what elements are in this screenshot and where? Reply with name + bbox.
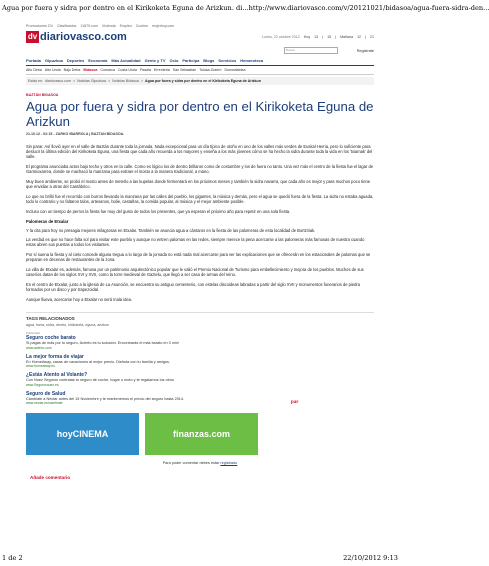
toplink-item[interactable]: Clasificados <box>56 23 77 28</box>
weather-item: | <box>365 35 366 39</box>
ads-label: Publicidad <box>26 331 40 336</box>
print-header <box>2 2 489 14</box>
nav-item[interactable]: Servicios <box>218 58 237 63</box>
article-paragraph: La villa de Etxalar es, además, famosa por un patrimonio arquitectónico popular que le valió el Premio Nacional de Turismo para embellecimiento y mejora de los pueblos. Muchos de sus caseríos datan de los siglos XVI y XVII, como la torre medieval de Gaztelu, que llegó a ser casa de armas del reino. <box>26 267 364 278</box>
breadcrumb-sep: > <box>72 79 76 83</box>
weather-item: 21 <box>370 35 374 39</box>
add-comment-heading[interactable]: Añade comentario <box>30 475 71 481</box>
weather-widget <box>262 35 374 39</box>
nav-item[interactable]: Economía <box>88 58 108 63</box>
top-links <box>26 22 374 29</box>
subnav-item[interactable]: Pasaia <box>139 68 151 72</box>
weather-item: | <box>322 35 324 39</box>
toplink-item[interactable]: mujerhoy.com <box>151 23 175 28</box>
brand-bar <box>26 30 374 44</box>
ad-url[interactable]: www.Segurosnuez.es <box>26 382 59 387</box>
weather-item: Hoy <box>303 35 311 39</box>
comment-note <box>26 461 374 465</box>
subnav-item[interactable]: Costa Urola <box>117 68 137 72</box>
article-paragraph: Y la cita para hoy no presagia mejores milagrosas en Etxalar. También se anuncia agua a cántaros en la fiesta de las palomeras de esta localidad de Bortziriak. <box>26 227 316 233</box>
article-subhead: Palomeras de Etxalar <box>26 218 69 224</box>
secondary-nav <box>26 66 374 75</box>
nav-item[interactable]: Blogs <box>203 58 215 63</box>
toplink-item[interactable]: Promociones DV <box>26 23 53 28</box>
article-paragraph: Aunque llueva, acercarse hoy a Etxalar no será mala idea. <box>26 296 133 302</box>
nav-item[interactable]: Ocio <box>169 58 179 63</box>
article-paragraph: Sin parar. Así llovió ayer en el valle de Baztán durante toda la jornada. Nada excepcional para un día típico de otoño en uno de los valles más verdes de Euskal Herria, pero lo suficiente para deslucir la última edición del Kirikoketa Eguna, una fiesta que cada año recuerda a los mayores y enseña a los más jóvenes cómo se ha hecho la sidra durante toda la vida en los 'txiamak' del valle. <box>26 144 373 160</box>
page-info: 1 de 2 <box>2 554 23 562</box>
article-paragraph: Incluso con un tiempo de perros la fiesta fue muy del gusto de todos los presentes, que ya esperan el próximo año para repetir en una sola fiesta. <box>26 208 291 214</box>
nav-item[interactable]: Gente y TV <box>144 58 166 63</box>
weather-item: 13 <box>314 35 319 39</box>
hoycinema-banner[interactable]: hoyCINEMA <box>26 413 139 455</box>
site-logo[interactable] <box>26 31 127 43</box>
subnav-item[interactable]: Comarca <box>100 68 115 72</box>
nav-item[interactable]: Hemeroteca <box>240 58 264 63</box>
register-comment-link[interactable]: registrado <box>220 461 238 466</box>
comment-note-text: Para poder comentar debes estar <box>162 461 220 466</box>
subnav-item[interactable]: Alto Urola <box>44 68 61 72</box>
primary-nav <box>26 56 374 66</box>
weather-item: Mañana <box>340 35 354 39</box>
search-row <box>26 46 374 55</box>
ad-item[interactable] <box>26 372 374 387</box>
ad-item[interactable] <box>26 391 374 406</box>
subnav-item[interactable]: Errenteria <box>153 68 170 72</box>
article-paragraph: En el centro de Etxalar, junto a la iglesia de La Asunción, se encuentra su antiguo cementerio, con estelas discoideas labradas a partir del siglo XVII y monumentos funerarios de piedra formados por un disco y por trapezoidal. <box>26 281 361 293</box>
current-date: Lunes, 22 octubre 2012 <box>262 35 300 39</box>
section-label[interactable]: BAZTÁN BIDASOA <box>26 93 59 97</box>
nav-item[interactable]: Más Actualidad <box>111 58 141 63</box>
article-byline: 21.10.12 - 02:15 - ZARKO IBARROLA | BAZTAN BIDASOA. <box>26 132 125 136</box>
logo-text: diariovasco.com <box>40 31 127 43</box>
tags-list[interactable]: agua, fuera, sidra, dentro, kirikoketa, eguna, arizkun <box>26 323 109 328</box>
subnav-item[interactable]: Tolosa-Goierri <box>199 68 222 72</box>
breadcrumb-item[interactable]: Noticias Gipuzkoa <box>77 79 107 83</box>
nav-item[interactable]: Portada <box>26 58 41 63</box>
tags-title: TAGS RELACIONADOS <box>26 312 374 321</box>
nav-item[interactable]: Participa <box>182 58 200 63</box>
ad-item[interactable] <box>26 335 374 350</box>
search-input[interactable]: Buscar <box>284 47 338 54</box>
nav-item[interactable]: Deportes <box>66 58 85 63</box>
ad-description: Cámbiate a Néctar antes del 15 Noviembre y te mantenemos el precio del seguro hasta 2014. <box>26 396 185 401</box>
print-datetime: 22/10/2012 9:13 <box>343 554 398 562</box>
ad-description: Si pagas de más por tu seguro, Acierto es tu solución. Encontrarás el más barato en 3 min! <box>26 341 180 346</box>
print-footer <box>2 552 398 564</box>
breadcrumb-item[interactable]: diariovasco.com <box>44 79 71 83</box>
toplink-item[interactable]: Empleo <box>119 23 132 28</box>
article-body <box>26 144 374 302</box>
breadcrumb-sep: > <box>140 79 144 83</box>
toplink-item[interactable]: Vivienda <box>101 23 116 28</box>
breadcrumb <box>26 77 374 85</box>
finanzas-banner[interactable]: finanzas.com <box>145 413 258 455</box>
ad-description: Con Nuez Seguros contratas tu seguro de coche, hogar o moto y te regalamos los otros <box>26 378 174 383</box>
subnav-item-active[interactable]: Bidasoa <box>83 68 98 72</box>
article-paragraph: Muy buen ambiente, se probó el mosto antes de meterlo a las kupelas donde fermentará en los próximos meses y también la sidra navarra, que cada año es mejor y para muchos poco tiene que envidiar a otras del Cantábrico. <box>26 179 371 190</box>
subnav-item[interactable]: Bajo Deba <box>63 68 81 72</box>
breadcrumb-sep: > <box>108 79 111 83</box>
print-title: Agua por fuera y sidra por dentro en el Kirikoketa Eguna de Arizkun. di... <box>2 4 249 12</box>
ad-description: En HomeAway, casas de vacaciones al mejor precio. Disfruta con tu familia y amigos. <box>26 359 170 364</box>
ad-title[interactable]: La mejor forma de viajar <box>26 353 84 360</box>
weather-item: | <box>335 35 337 39</box>
register-link[interactable]: Registrate <box>356 48 374 53</box>
article-paragraph: El programa anunciaba actos bajo techo y otros en la calle. Como es lógico los de dentro brillaron como de costumbre y los de fuera no tanto. Una vez más el centro de la fiesta fue el lagar de Garmioxarrea, donde se machacó la manzana para extraer el mosto a la manera tradicional, a mano. <box>26 164 374 175</box>
ad-url[interactable]: www.nectar.es/cambiate <box>26 401 63 406</box>
breadcrumb-item[interactable]: Noticias Bidasoa <box>112 79 139 83</box>
breadcrumb-prefix: Estás en: <box>28 79 43 83</box>
subnav-item[interactable]: San Sebastián <box>172 68 197 72</box>
par-badge: par <box>291 400 299 405</box>
ad-item[interactable] <box>26 354 374 369</box>
subnav-item[interactable]: Alto Deba <box>26 68 42 72</box>
weather-item: 12 <box>357 35 362 39</box>
toplink-item[interactable]: Coches <box>135 23 148 28</box>
article-title: Agua por fuera y sidra por dentro en el Kirikoketa Eguna de Arizkun <box>26 99 374 129</box>
ad-title[interactable]: Seguro de Salud <box>26 390 66 397</box>
breadcrumb-current: Agua por fuera y sidra por dentro en el Kirikoketa Eguna de Arizkun <box>145 79 261 83</box>
subnav-item[interactable]: Donostialdea <box>224 68 246 72</box>
article-page <box>26 22 374 480</box>
toplink-item[interactable]: 11870.com <box>80 23 98 28</box>
sponsored-links <box>26 331 374 405</box>
article-paragraph: Por sí suena la fiesta y al cielo concede alguna tregua a lo largo de la jornada no está nada mal acercarse para ver las explicaciones que se ofrecerán en los estacionales de palomas que se preparan en decenas de restaurantes de la zona. <box>26 252 371 263</box>
article-paragraph: La verdad es que no hace falta sol para visitar este pueblo y aunque no entren palomas en las redes, siempre merece la pena acercarse a las palomeras más famosas de nuestra cuando estas abren sus puertas a todos los visitantes. <box>26 237 365 248</box>
weather-item: 15 <box>327 35 332 39</box>
ad-title[interactable]: Seguro coche barato <box>26 335 76 342</box>
logo-mark: dv <box>27 32 38 41</box>
ad-url[interactable]: www.acierto.com <box>26 345 52 350</box>
ad-title[interactable]: ¿Estás Atento al Volante? <box>26 372 88 379</box>
banner-row <box>26 413 374 455</box>
print-url: http://www.diariovasco.com/v/20121021/bidasoa/agua-fuera-sidra-den... <box>248 4 489 12</box>
ad-url[interactable]: www.homeaway.es <box>26 364 55 369</box>
article-paragraph: Lo que no brilló fue el recorrido con burros llevando la manzana por las calles del pueblo, los gigantes, la música y demás, pero el agua se quedó fuera de la fiesta. La sidra no estaba aguada, todo lo contrario y no faltaron talos, artesanos, bolie, castañas, la comida popular, al música y el mejor ambiente posible. <box>26 193 374 205</box>
nav-item[interactable]: Gipuzkoa <box>44 58 63 63</box>
